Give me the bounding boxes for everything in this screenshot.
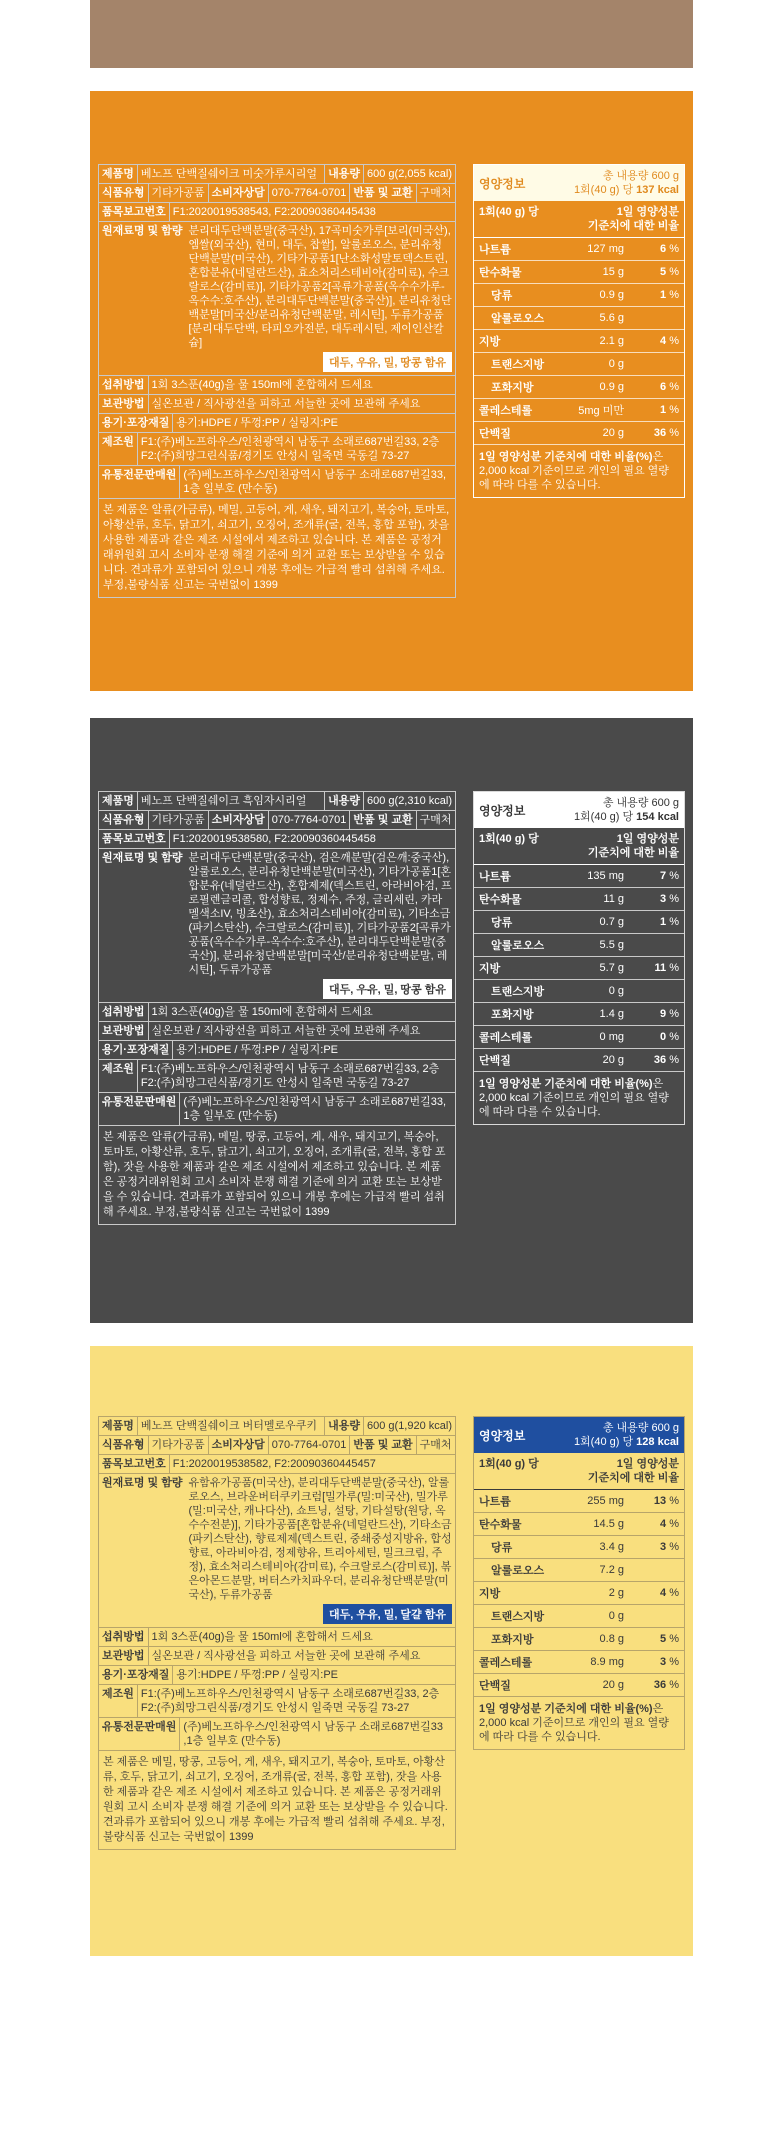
- nutrient-amount: 2.1 g: [599, 335, 624, 347]
- nutrient-percent-value: 4: [660, 1518, 667, 1530]
- maker-value: F1:(주)베노프하우스/인천광역시 남동구 소래로687번길33, 2층 F2:(주)희망그린식품/경기도 안성시 일죽면 국동길 73-27: [140, 1688, 440, 1714]
- nutrient-name: 지방: [479, 336, 501, 348]
- nutrient-percent: 4 %: [660, 1518, 679, 1530]
- nutrition-title: 영양정보: [479, 803, 526, 818]
- nutrition-footnote-bold: 1일 영양성분 기준치에 대한 비율(%): [479, 1703, 653, 1715]
- nutrient-row: [474, 261, 684, 284]
- product-name: 베노프 단백질쉐이크 흑임자시리얼: [138, 792, 325, 810]
- container-value: 용기:HDPE / 뚜껑:PP / 실링지:PE: [176, 417, 339, 429]
- distributor-value: (주)베노프하우스/인천광역시 남동구 소래로687번길33, 1층 일부호 (만수동): [183, 469, 447, 495]
- ingredients-label: 원재료명 및 함량: [102, 852, 183, 864]
- nutrient-amount: 0 g: [608, 358, 624, 370]
- allergy-notice: 본 제품은 알류(가금류), 메밀, 고등어, 게, 새우, 돼지고기, 복숭아, 토마토, 아황산류, 호두, 닭고기, 쇠고기, 오징어, 조개류(굴, 전복, 홍합 포함), 잣을 사용한 제품과 같은 제조 시설에서 제조하고 있습니다. 본 제품은 공정거래위원회 고시 소비자 분쟁 해결 기준에 의거 교환 또는 보상받을 수 있습니다. 견과류가 포함되어 있으니 개봉 후에는 가급적 빨리 섭취해 주세요. 부정,불량식품 신고는 국번없이 1399: [103, 504, 450, 591]
- product-name-label: 제품명: [99, 165, 138, 183]
- maker-value: F1:(주)베노프하우스/인천광역시 남동구 소래로687번길33, 2층 F2:(주)희망그린식품/경기도 안성시 일죽면 국동길 73-27: [140, 436, 440, 462]
- nutrient-percent-value: 3: [660, 1656, 667, 1668]
- nutrition-footnote: 은 2,000 kcal 기준이므로 개인의 필요 열량에 따라 다를 수 있습니다.: [479, 451, 669, 491]
- nutrient-name: 나트륨: [479, 871, 511, 883]
- return-label: 반품 및 교환: [350, 184, 416, 202]
- nutrient-amount: 0.7 g: [599, 916, 624, 928]
- allergen-badge: 대두, 우유, 밀, 땅콩 함유: [323, 979, 452, 999]
- nutrient-amount: 0.8 g: [599, 1633, 624, 1645]
- volume-value: 600 g(2,310 kcal): [367, 795, 452, 807]
- nutrient-percent: 1 %: [660, 404, 679, 416]
- nutrient-name: 나트륨: [479, 1496, 511, 1508]
- dv-label-2: 기준치에 대한 비율: [587, 847, 679, 859]
- nutrient-percent: 3 %: [660, 1656, 679, 1668]
- product-name: 베노프 단백질쉐이크 버터멜로우쿠키: [138, 1417, 325, 1435]
- nutrient-amount: 1.4 g: [599, 1008, 624, 1020]
- nutrition-title: 영양정보: [479, 176, 526, 191]
- nutrient-percent-value: 7: [660, 870, 667, 882]
- nutrient-percent: 4 %: [660, 1587, 679, 1599]
- nutrition-facts: [473, 1416, 685, 1750]
- container-label: 용기·포장재질: [99, 1666, 173, 1684]
- distributor-label: 유통전문판매원: [99, 466, 180, 498]
- nutrient-row: [474, 399, 684, 422]
- allergy-notice: 본 제품은 메밀, 땅콩, 고등어, 게, 새우, 돼지고기, 복숭아, 토마토, 아황산류, 호두, 닭고기, 쇠고기, 오징어, 조개류(굴, 전복, 홍합 포함), 잣을 사용한 제품과 같은 제조 시설에서 제조하고 있습니다. 본 제품은 공정거래위원회 고시 소비자 분쟁 해결 기준에 의거 교환 또는 보상받을 수 있습니다. 견과류가 포함되어 있으니 개봉 후에는 가급적 빨리 섭취해 주세요. 부정, 불량식품 신고는 국번없이 1399: [103, 1756, 448, 1843]
- nutrient-amount: 0 g: [608, 985, 624, 997]
- intake-value: 1회 3스푼(40g)을 물 150ml에 혼합해서 드세요: [151, 1631, 373, 1643]
- nutrient-name: 콜레스테롤: [479, 405, 533, 417]
- storage-label: 보관방법: [99, 395, 149, 413]
- nutrient-row: [474, 1490, 684, 1513]
- nutrient-percent: 36 %: [653, 427, 679, 439]
- nutrient-percent: 5 %: [660, 266, 679, 278]
- nutrient-name: 트랜스지방: [491, 1611, 545, 1623]
- nutrient-percent-value: 1: [660, 404, 667, 416]
- nutrient-rows: [474, 865, 684, 1072]
- nutrient-percent: 6 %: [660, 381, 679, 393]
- nutrient-percent: 5 %: [660, 1633, 679, 1645]
- product-name-label: 제품명: [99, 1417, 138, 1435]
- nutrition-footnote: 은 2,000 kcal 기준이므로 개인의 필요 열량에 따라 다를 수 있습니다.: [479, 1703, 669, 1743]
- nutrition-total: 총 내용량 600 g: [602, 797, 679, 809]
- nutrient-row: [474, 911, 684, 934]
- dv-label-2: 기준치에 대한 비율: [587, 220, 679, 232]
- nutrient-row: [474, 980, 684, 1003]
- storage-label: 보관방법: [99, 1022, 149, 1040]
- nutrient-name: 포화지방: [491, 1634, 534, 1646]
- nutrient-row: [474, 353, 684, 376]
- intake-label: 섭취방법: [99, 376, 149, 394]
- distributor-label: 유통전문판매원: [99, 1093, 180, 1125]
- return-value: 구매처: [419, 187, 452, 199]
- return-label: 반품 및 교환: [350, 811, 416, 829]
- volume-value: 600 g(1,920 kcal): [367, 1420, 452, 1432]
- nutrient-name: 포화지방: [491, 1009, 534, 1021]
- intake-label: 섭취방법: [99, 1003, 149, 1021]
- dv-label-2: 기준치에 대한 비율: [587, 1472, 679, 1484]
- nutrition-facts: [473, 791, 685, 1125]
- nutrition-footnote-bold: 1일 영양성분 기준치에 대한 비율(%): [479, 1078, 653, 1090]
- intake-label: 섭취방법: [99, 1628, 149, 1646]
- nutrient-percent-value: 36: [653, 1054, 667, 1066]
- nutrient-amount: 11 g: [603, 893, 624, 905]
- dv-label-1: 1일 영양성분: [616, 1458, 679, 1470]
- nutrient-row: [474, 284, 684, 307]
- nutrient-amount: 5.6 g: [599, 312, 624, 324]
- nutrient-amount: 135 mg: [587, 870, 624, 882]
- product-panel-black-sesame: [90, 718, 693, 1323]
- nutrient-name: 지방: [479, 1588, 501, 1600]
- maker-value: F1:(주)베노프하우스/인천광역시 남동구 소래로687번길33, 2층 F2:(주)희망그린식품/경기도 안성시 일죽면 국동길 73-27: [140, 1063, 440, 1089]
- top-color-bar: [90, 0, 693, 68]
- nutrient-percent: 3 %: [660, 893, 679, 905]
- nutrient-percent: 0 %: [660, 1031, 679, 1043]
- consult-phone: 070-7764-0701: [269, 811, 351, 829]
- food-type-value: 기타가공품: [149, 184, 209, 202]
- nutrient-amount: 20 g: [602, 1054, 624, 1066]
- nutrient-percent-value: 13: [653, 1495, 667, 1507]
- product-spec-table: [98, 791, 456, 1225]
- nutrition-kcal: 128 kcal: [636, 1436, 679, 1448]
- nutrient-row: [474, 1674, 684, 1697]
- nutrient-row: [474, 888, 684, 911]
- nutrient-name: 단백질: [479, 428, 511, 440]
- serving-label: 1회(40 g) 당: [479, 1458, 539, 1470]
- serving-label: 1회(40 g) 당: [479, 833, 539, 845]
- food-type-label: 식품유형: [99, 811, 149, 829]
- nutrient-percent: 4 %: [660, 335, 679, 347]
- nutrient-amount: 15 g: [602, 266, 624, 278]
- report-number-value: F1:2020019538582, F2:20090360445457: [172, 1458, 376, 1470]
- nutrition-total: 총 내용량 600 g: [602, 1422, 679, 1434]
- distributor-label: 유통전문판매원: [99, 1718, 180, 1750]
- nutrient-percent: 36 %: [653, 1679, 679, 1691]
- allergy-notice: 본 제품은 알류(가금류), 메밀, 땅콩, 고등어, 게, 새우, 돼지고기, 복숭아, 토마토, 아황산류, 호두, 닭고기, 쇠고기, 오징어, 조개류(굴, 전복, 홍합 포함), 잣을 사용한 제품과 같은 제조 시설에서 제조하고 있습니다. 본 제품은 공정거래위원회 고시 소비자 분쟁 해결 기준에 의거 교환 또는 보상받을 수 있습니다. 견과류가 포함되어 있으니 개봉 후에는 가급적 빨리 섭취해 주세요. 부정,불량식품 신고는 국번없이 1399: [103, 1131, 446, 1218]
- nutrient-amount: 5.7 g: [599, 962, 624, 974]
- nutrient-row: [474, 422, 684, 445]
- nutrient-percent: 3 %: [660, 1541, 679, 1553]
- nutrient-row: [474, 934, 684, 957]
- distributor-value: (주)베노프하우스/인천광역시 남동구 소래로687번길33 ,1층 일부호 (만수동): [183, 1721, 443, 1747]
- storage-label: 보관방법: [99, 1647, 149, 1665]
- nutrient-row: [474, 1628, 684, 1651]
- food-type-label: 식품유형: [99, 1436, 149, 1454]
- nutrient-name: 알룰로오스: [491, 1565, 545, 1577]
- product-spec-table: [98, 164, 456, 598]
- nutrition-per-serving: 1회(40 g) 당: [573, 1436, 634, 1448]
- nutrient-name: 알룰로오스: [491, 313, 545, 325]
- ingredients-label: 원재료명 및 함량: [102, 225, 183, 237]
- nutrient-amount: 0.9 g: [599, 381, 624, 393]
- consult-label: 소비자상담: [209, 184, 269, 202]
- nutrition-footnote-bold: 1일 영양성분 기준치에 대한 비율(%): [479, 451, 653, 463]
- nutrient-rows: [474, 1490, 684, 1697]
- maker-label: 제조원: [99, 1685, 138, 1717]
- nutrient-row: [474, 1026, 684, 1049]
- nutrient-name: 나트륨: [479, 244, 511, 256]
- food-type-label: 식품유형: [99, 184, 149, 202]
- nutrient-percent-value: 0: [660, 1031, 667, 1043]
- nutrient-percent: 11 %: [654, 962, 679, 974]
- ingredients-value: 분리대두단백분말(중국산), 17곡미숫가루[보리(미국산), 엠쌀(외국산), 현미, 대두, 찹쌀], 알룰로오스, 분리유청단백분말(미국산), 기타가공품1[난소화성말토덱스트린, 혼합분유(네덜란드산), 효소처리스테비아(감미료), 수크랄로스(감미료)], 기타가공품2[곡류가공품(옥수수가루-옥수수:호주산), 분리대두단백분말(중국산)], 분리유청단백분말[미국산/분리유청단백분말, 레시틴], 두류가공품[분리대두단백, 타피오카전분, 대두레시틴, 제이인산칼슘]: [188, 225, 452, 349]
- product-name: 베노프 단백질쉐이크 미숫가루시리얼: [138, 165, 325, 183]
- nutrient-name: 알룰로오스: [491, 940, 545, 952]
- product-panel-misugaru: [90, 91, 693, 691]
- nutrient-row: [474, 330, 684, 353]
- nutrient-name: 당류: [491, 917, 513, 929]
- nutrient-percent-value: 4: [660, 335, 667, 347]
- product-spec-table: [98, 1416, 456, 1850]
- nutrient-amount: 8.9 mg: [590, 1656, 624, 1668]
- nutrient-percent-value: 9: [660, 1008, 667, 1020]
- nutrient-name: 탄수화물: [479, 894, 522, 906]
- nutrient-amount: 5mg 미만: [578, 405, 624, 417]
- intake-value: 1회 3스푼(40g)을 물 150ml에 혼합해서 드세요: [151, 1006, 373, 1018]
- nutrient-row: [474, 865, 684, 888]
- nutrient-rows: [474, 238, 684, 445]
- nutrient-name: 당류: [491, 1542, 513, 1554]
- nutrient-amount: 20 g: [602, 1679, 624, 1691]
- nutrient-name: 트랜스지방: [491, 986, 545, 998]
- nutrient-row: [474, 1605, 684, 1628]
- nutrient-row: [474, 1536, 684, 1559]
- nutrition-footnote: 은 2,000 kcal 기준이므로 개인의 필요 열량에 따라 다를 수 있습니다.: [479, 1078, 669, 1118]
- nutrient-amount: 7.2 g: [599, 1564, 624, 1576]
- nutrient-name: 탄수화물: [479, 267, 522, 279]
- report-number-label: 품목보고번호: [99, 203, 170, 221]
- intake-value: 1회 3스푼(40g)을 물 150ml에 혼합해서 드세요: [151, 379, 373, 391]
- nutrient-percent-value: 1: [660, 916, 667, 928]
- nutrient-row: [474, 307, 684, 330]
- nutrition-kcal: 154 kcal: [636, 811, 679, 823]
- nutrient-row: [474, 1003, 684, 1026]
- return-value: 구매처: [419, 814, 452, 826]
- nutrient-name: 탄수화물: [479, 1519, 522, 1531]
- report-number-label: 품목보고번호: [99, 1455, 170, 1473]
- container-label: 용기·포장재질: [99, 414, 173, 432]
- nutrient-amount: 0 mg: [599, 1031, 624, 1043]
- nutrient-percent-value: 11: [654, 962, 667, 974]
- nutrient-row: [474, 1049, 684, 1072]
- consult-phone: 070-7764-0701: [269, 1436, 351, 1454]
- nutrient-percent: 6 %: [660, 243, 679, 255]
- nutrient-percent: 1 %: [660, 916, 679, 928]
- storage-value: 실온보관 / 직사광선을 피하고 서늘한 곳에 보관해 주세요: [151, 398, 421, 410]
- report-number-value: F1:2020019538580, F2:20090360445458: [172, 833, 376, 845]
- nutrient-row: [474, 376, 684, 399]
- nutrient-percent: 9 %: [660, 1008, 679, 1020]
- nutrient-percent: 13 %: [653, 1495, 679, 1507]
- nutrient-percent-value: 3: [660, 893, 667, 905]
- nutrient-name: 콜레스테롤: [479, 1657, 533, 1669]
- product-panel-butter-mellow-cookie: [90, 1346, 693, 1956]
- volume-label: 내용량: [325, 1417, 364, 1435]
- nutrition-kcal: 137 kcal: [636, 184, 679, 196]
- return-value: 구매처: [419, 1439, 452, 1451]
- nutrient-amount: 255 mg: [587, 1495, 624, 1507]
- nutrient-percent-value: 3: [660, 1541, 667, 1553]
- allergen-badge: 대두, 우유, 밀, 달걀 함유: [323, 1604, 452, 1624]
- volume-label: 내용량: [325, 165, 364, 183]
- return-label: 반품 및 교환: [350, 1436, 416, 1454]
- volume-value: 600 g(2,055 kcal): [367, 168, 452, 180]
- nutrient-row: [474, 1559, 684, 1582]
- nutrient-row: [474, 1651, 684, 1674]
- nutrient-name: 트랜스지방: [491, 359, 545, 371]
- nutrient-name: 단백질: [479, 1055, 511, 1067]
- ingredients-value: 분리대두단백분말(중국산), 검은깨분말(검은깨:중국산), 알룰로오스, 분리유청단백분말(미국산), 기타가공품1[혼합분유(네덜란드산), 혼합제제(덱스트린, 아라비아검, 프로필렌글리콜, 합성향료, 정제수, 주정, 글리세린, 카라멜색소IV, 빙초산), 효소처리스테비아(감미료), 기타소금(파키스탄산), 수크랄로스(감미료)], 기타가공품2[곡류가공품(옥수수가루-옥수수:호주산), 분리대두단백분말(중국산)], 분리유청단백분말[미국산/분리유청단백분말, 레시틴], 두류가공품: [188, 852, 452, 976]
- nutrient-percent-value: 6: [660, 243, 667, 255]
- nutrient-name: 단백질: [479, 1680, 511, 1692]
- nutrient-percent-value: 4: [660, 1587, 667, 1599]
- storage-value: 실온보관 / 직사광선을 피하고 서늘한 곳에 보관해 주세요: [151, 1650, 421, 1662]
- report-number-value: F1:2020019538543, F2:20090360445438: [172, 206, 376, 218]
- dv-label-1: 1일 영양성분: [616, 833, 679, 845]
- ingredients-value: 유함유가공품(미국산), 분리대두단백분말(중국산), 알룰로오스, 브라운버터쿠키크럼[밀가루(밀:미국산), 밀가루(밀:미국산, 캐나다산), 쇼트닝, 설탕, 기타설탕(원당, 옥수수전분)], 기타가공품[혼합분유(네덜란드산), 기타소금(파키스탄산), 향료제제(덱스트린, 중쇄중성지방유, 합성향료, 아라비아검, 정제향유, 트리아세틴, 밀크크림, 주정), 효소처리스테비아(감미료), 수크랄로스(감미료)], 볶은아몬드분말, 버터스카치파우더, 분리유청단백분말(미국산), 두류가공품: [188, 1477, 452, 1601]
- nutrient-percent-value: 6: [660, 381, 667, 393]
- container-value: 용기:HDPE / 뚜껑:PP / 실링지:PE: [176, 1044, 339, 1056]
- maker-label: 제조원: [99, 1060, 138, 1092]
- nutrition-facts: [473, 164, 685, 498]
- nutrient-percent-value: 5: [660, 1633, 667, 1645]
- nutrient-row: [474, 957, 684, 980]
- nutrient-name: 당류: [491, 290, 513, 302]
- nutrient-percent-value: 36: [653, 1679, 667, 1691]
- dv-label-1: 1일 영양성분: [616, 206, 679, 218]
- serving-label: 1회(40 g) 당: [479, 206, 539, 218]
- nutrient-percent: 36 %: [653, 1054, 679, 1066]
- food-type-value: 기타가공품: [149, 1436, 209, 1454]
- ingredients-label: 원재료명 및 함량: [102, 1477, 183, 1489]
- nutrient-row: [474, 1513, 684, 1536]
- container-label: 용기·포장재질: [99, 1041, 173, 1059]
- nutrient-percent-value: 1: [660, 289, 667, 301]
- consult-label: 소비자상담: [209, 811, 269, 829]
- nutrition-per-serving: 1회(40 g) 당: [573, 184, 634, 196]
- maker-label: 제조원: [99, 433, 138, 465]
- consult-label: 소비자상담: [209, 1436, 269, 1454]
- container-value: 용기:HDPE / 뚜껑:PP / 실링지:PE: [176, 1669, 339, 1681]
- nutrient-amount: 127 mg: [587, 243, 624, 255]
- distributor-value: (주)베노프하우스/인천광역시 남동구 소래로687번길33, 1층 일부호 (만수동): [183, 1096, 447, 1122]
- food-type-value: 기타가공품: [149, 811, 209, 829]
- nutrient-name: 지방: [479, 963, 501, 975]
- allergen-badge: 대두, 우유, 밀, 땅콩 함유: [323, 352, 452, 372]
- nutrient-name: 포화지방: [491, 382, 534, 394]
- nutrient-row: [474, 1582, 684, 1605]
- nutrient-amount: 20 g: [602, 427, 624, 439]
- nutrient-amount: 3.4 g: [599, 1541, 624, 1553]
- consult-phone: 070-7764-0701: [269, 184, 351, 202]
- report-number-label: 품목보고번호: [99, 830, 170, 848]
- nutrient-amount: 5.5 g: [599, 939, 624, 951]
- nutrition-per-serving: 1회(40 g) 당: [573, 811, 634, 823]
- volume-label: 내용량: [325, 792, 364, 810]
- nutrient-amount: 0 g: [608, 1610, 624, 1622]
- nutrient-amount: 0.9 g: [599, 289, 624, 301]
- product-name-label: 제품명: [99, 792, 138, 810]
- nutrient-row: [474, 238, 684, 261]
- nutrient-percent: 1 %: [660, 289, 679, 301]
- nutrition-total: 총 내용량 600 g: [602, 170, 679, 182]
- nutrient-percent-value: 36: [653, 427, 667, 439]
- storage-value: 실온보관 / 직사광선을 피하고 서늘한 곳에 보관해 주세요: [151, 1025, 421, 1037]
- nutrient-percent-value: 5: [660, 266, 667, 278]
- nutrient-name: 콜레스테롤: [479, 1032, 533, 1044]
- nutrient-amount: 14.5 g: [593, 1518, 624, 1530]
- nutrition-title: 영양정보: [479, 1428, 526, 1443]
- nutrient-amount: 2 g: [608, 1587, 624, 1599]
- nutrient-percent: 7 %: [660, 870, 679, 882]
